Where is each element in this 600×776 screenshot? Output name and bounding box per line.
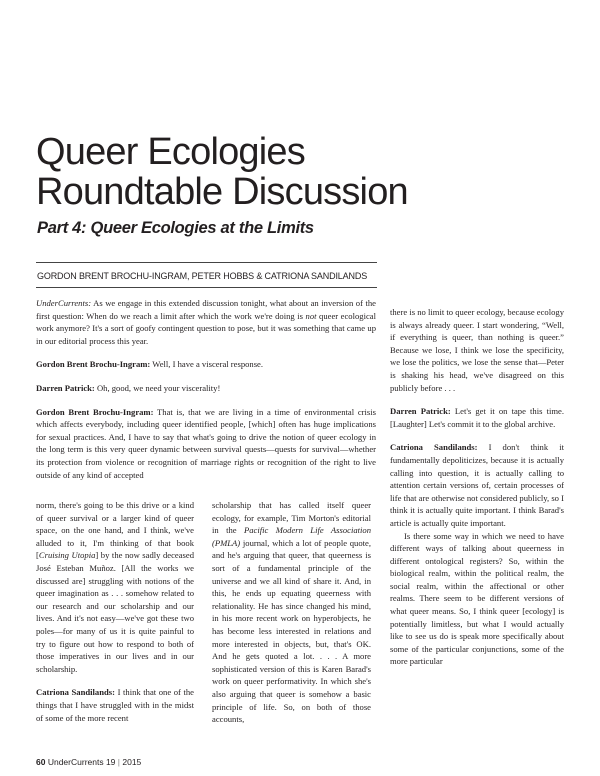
- speaker-name: Darren Patrick:: [390, 406, 451, 417]
- authors-line: GORDON BRENT BROCHU-INGRAM, PETER HOBBS & CATRIONA SANDILANDS: [37, 271, 368, 281]
- intro-column: [36, 297, 376, 481]
- footer-separator: |: [117, 757, 120, 767]
- paragraph: Darren Patrick: Let's get it on tape this time. [Laughter] Let's commit it to the global archive.: [390, 406, 564, 429]
- authors-rule: [36, 287, 377, 288]
- column-1: [36, 499, 194, 724]
- column-3: [390, 306, 564, 668]
- paragraph: Gordon Brent Brochu-Ingram: Well, I have a visceral response.: [36, 359, 264, 370]
- paragraph: Is there some way in which we need to have different ways of talking about queerness in different ontological registers? So, within the biological realm, within the political realm, the social realm, within the affectional or other realms. There seem to be different versions of what queer means. So, I think queer [ecology] is potentially limitless, but what I would actually like to see us do is speak more specifically about some of the particular conjunctions, some of the more particular: [390, 530, 564, 667]
- speaker-name: Darren Patrick:: [36, 382, 95, 393]
- title-line-1: Queer Ecologies: [36, 131, 305, 173]
- journal-year: 2015: [122, 757, 142, 767]
- paragraph: scholarship that has called itself queer ecology, for example, Tim Morton's editorial in the Pacific Modern Life Association (PMLA) journal, which a lot of people quote, and he's arguing that queer, that queerness is sort of a fundamental principle of the universe and we all kind of share it. And, in this, he ends up equating queerness with relationality. He has since changed his mind, in his more recent work on hyperobjects, he has become less interested in relations and more interested in objects, but, that's OK. And he gets quoted a lot. . . . A more sophisticated version of this is Karen Barad's work on queer performativity. In which she's also arguing that queer is somehow a basic principle of life. So, on both of those accounts,: [212, 500, 371, 725]
- paragraph: Gordon Brent Brochu-Ingram: That is, that we are living in a time of environmental crisis which affects everybody, including queer identified people, [which] often has huge implications for sexual practices. And, I have to say that what's going to drive the notion of queer ecology in the long term is this very queer dynamic between survival quests—quests for survival—whether its protection from violence or recognition of marriage rights or recognition of the right to live outside of any kind of accepted: [36, 406, 376, 480]
- paragraph: there is no limit to queer ecology, because ecology is always already queer. I start wondering, “Well, if everything is queer, than nothing is queer.” Because we lose, I think we lose the specificity, we lose the politics, we lose the sense that—Peter is shaking his head, we've disagreed on this publicly before . . .: [390, 307, 564, 393]
- article-subtitle: Part 4: Queer Ecologies at the Limits: [37, 219, 314, 237]
- speaker-name: UnderCurrents:: [36, 298, 92, 308]
- article-title: [36, 132, 408, 212]
- speaker-name: Catriona Sandilands:: [36, 687, 115, 698]
- page-footer: [36, 757, 141, 767]
- speaker-name: Gordon Brent Brochu-Ingram:: [36, 359, 151, 370]
- paragraph: norm, there's going to be this drive or a kind of queer survival or a larger kind of queer space, on the one hand, and I think, we've alluded to it, I'm thinking of that book [Cruising Utopia] by the now sadly deceased José Esteban Muñoz. [All the works we discussed are] struggling with notions of the queer imagination as . . . somehow related to our research and our scholarship and our lives. And it's not easy—we've got these two poles—for many of us it is quite painful to try to figure out how to respond to both of those imperatives in our lives and in our scholarship.: [36, 500, 195, 674]
- paragraph: Catriona Sandilands: I don't think it fundamentally depoliticizes, because it is actually calling into question, it is actually calling to attention certain versions of, certain processes of life that are otherwise not considered publicly, so I think it is actually quite important. I think Barad's article is actually quite important.: [390, 442, 565, 528]
- top-rule: [36, 262, 377, 263]
- column-2: [212, 499, 371, 726]
- page-number: 60: [36, 757, 46, 767]
- paragraph: Darren Patrick: Oh, good, we need your viscerality!: [36, 382, 221, 393]
- title-line-2: Roundtable Discussion: [36, 171, 408, 213]
- speaker-name: Catriona Sandilands:: [390, 442, 478, 453]
- speaker-name: Gordon Brent Brochu-Ingram:: [36, 406, 154, 417]
- paragraph: UnderCurrents: As we engage in this extended discussion tonight, what about an inversion of the first question: When do we reach a limit after which the work we're doing is not queer ecological work anymore? It's a sort of goofy contingent question to pose, but it was something that came up in our editorial process this year.: [36, 298, 376, 346]
- journal-name: UnderCurrents 19: [47, 757, 116, 767]
- paragraph: Catriona Sandilands: I think that one of the things that I have struggled with in the midst of some of the more recent: [36, 687, 194, 723]
